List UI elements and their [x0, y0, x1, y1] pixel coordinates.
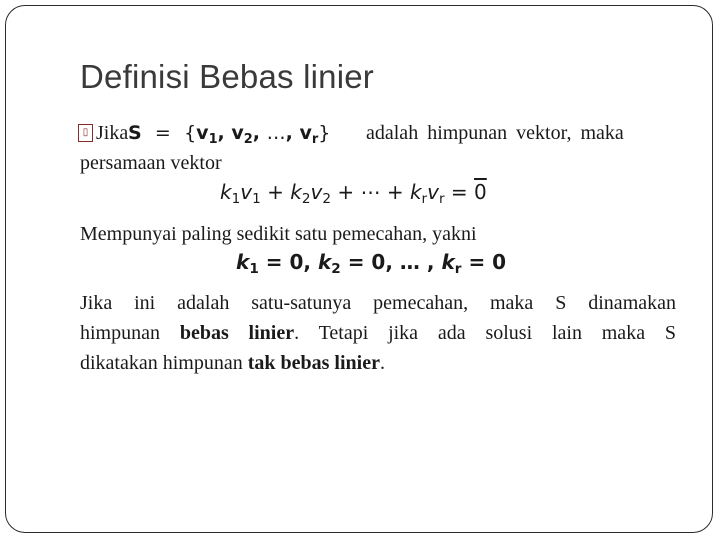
set-v2: v	[231, 122, 244, 144]
slide-title: Definisi Bebas linier	[80, 58, 374, 95]
paragraph1-prefix: Jika	[96, 122, 129, 144]
eq2-k2: k	[317, 250, 332, 274]
equation2	[236, 250, 506, 277]
eq2-kr: k	[441, 250, 455, 274]
set-vr: v	[299, 122, 312, 144]
eq1-vr: v	[427, 180, 439, 204]
eq1-equals: =	[450, 180, 468, 204]
eq1-kr-sub: r	[421, 191, 428, 208]
term-tak-bebas-linier: tak bebas linier	[247, 352, 380, 374]
eq1-k2-sub: 2	[301, 191, 311, 208]
eq1-zero-vector: 0	[474, 180, 487, 204]
eq1-v2: v	[310, 180, 323, 204]
eq1-k1-sub: 1	[231, 191, 241, 208]
paragraph3-line1: Jika ini adalah satu-satunya pemecahan, maka S dinamakan	[80, 292, 676, 314]
bullet-icon: ▯	[78, 124, 93, 142]
eq1-vr-sub: r	[438, 191, 445, 208]
set-dots: …	[266, 122, 286, 144]
eq1-v2-sub: 2	[322, 191, 331, 208]
eq2-k1: k	[236, 250, 250, 274]
eq2-k1-sub: 1	[249, 261, 259, 278]
paragraph3-line3-suffix: .	[379, 352, 385, 374]
eq1-v1-sub: 1	[252, 191, 261, 208]
set-close-brace: }	[318, 122, 331, 144]
paragraph3-line2-prefix: himpunan	[80, 322, 160, 344]
set-definition: $S = \{v_1$, $v_2$, …, $v_r$}	[128, 122, 331, 147]
paragraph2: Mempunyai paling sedikit satu pemecahan, yakni	[80, 223, 477, 245]
paragraph1-line2: persamaan vektor	[80, 152, 222, 174]
eq1-kr: k	[409, 180, 422, 204]
eq1-k1: k	[220, 180, 232, 204]
equation1	[220, 180, 487, 207]
paragraph1-line1	[96, 121, 128, 145]
set-v1: v	[196, 122, 209, 144]
set-name: S	[128, 122, 142, 144]
term-bebas-linier: bebas linier	[179, 322, 295, 344]
set-vr-sub: r	[311, 131, 319, 147]
eq1-k2: k	[290, 180, 302, 204]
paragraph3-line2-suffix: . Tetapi jika ada solusi lain maka S	[294, 322, 677, 344]
eq2-kr-sub: r	[454, 261, 462, 278]
eq2-part1: = 0,	[265, 250, 311, 274]
eq1-plus1: +	[267, 180, 284, 204]
set-v1-sub: 1	[208, 131, 218, 147]
set-open-brace: {	[184, 122, 197, 144]
eq2-k2-sub: 2	[331, 261, 341, 278]
eq2-part2: = 0, … ,	[347, 250, 435, 274]
eq1-v1: v	[240, 180, 253, 204]
eq2-part3: = 0	[468, 250, 507, 274]
set-v2-sub: 2	[243, 131, 253, 147]
eq1-plus2: + ⋯ +	[337, 180, 404, 204]
set-equals: =	[154, 122, 171, 144]
paragraph3-line3	[80, 351, 385, 375]
paragraph1-suffix: adalah himpunan vektor, maka	[366, 122, 624, 144]
paragraph3-line2	[80, 318, 676, 348]
paragraph3-line3-prefix: dikatakan himpunan	[80, 352, 243, 374]
